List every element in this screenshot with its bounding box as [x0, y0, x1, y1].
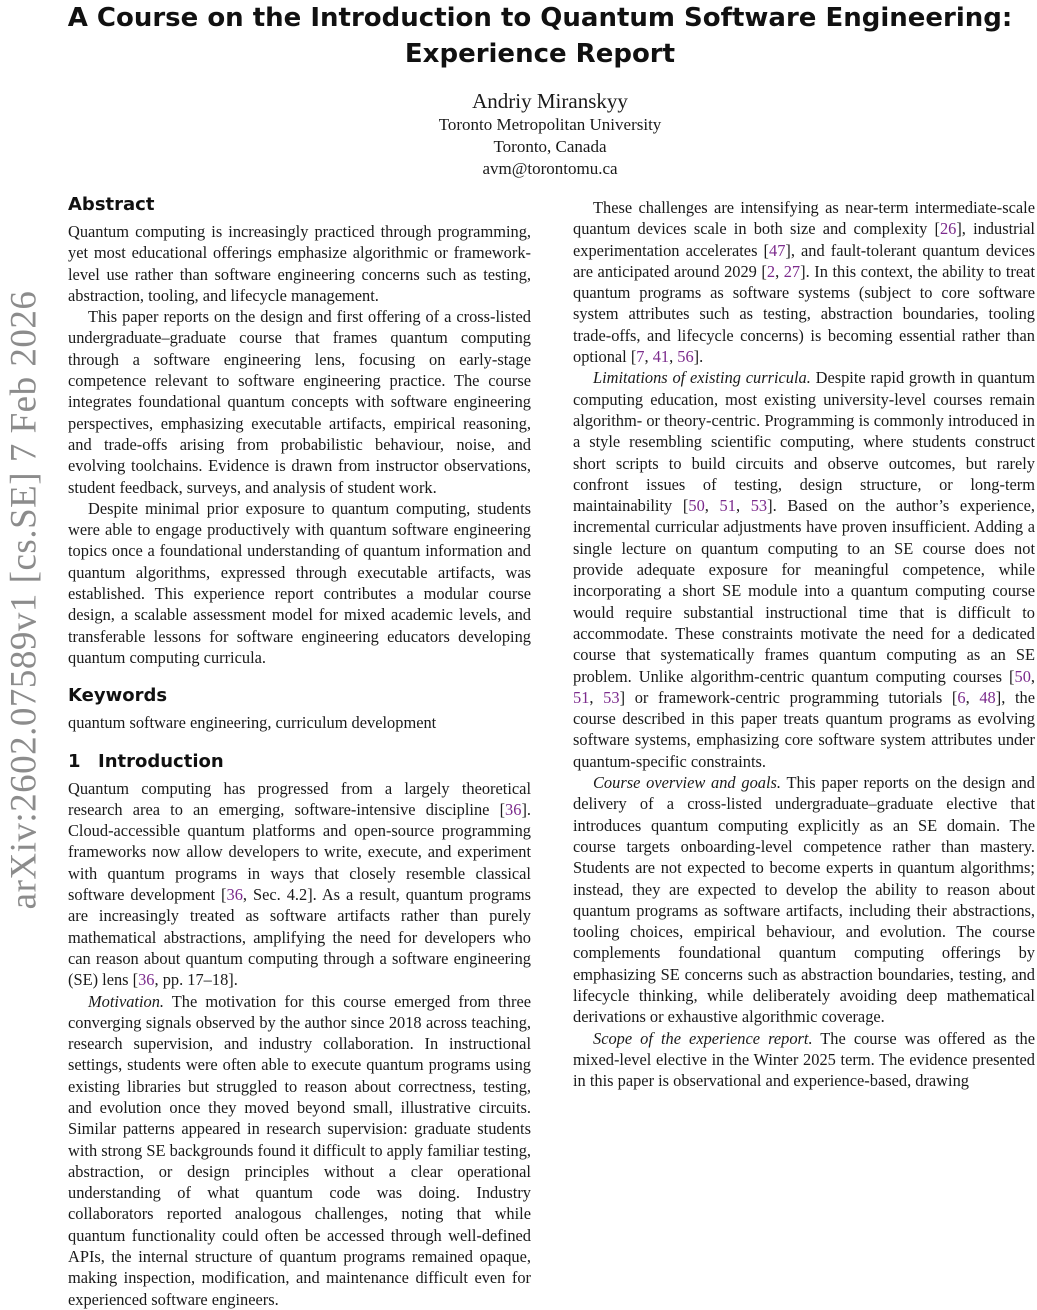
arxiv-identifier-stamp: [2, 280, 46, 920]
abstract-paragraph-1: Quantum computing is increasingly practiced through programming, yet most educational offerings emphasize algorithmic or framework-level use rather than software engineering concerns such as testing, abstraction, tooling, and lifecycle management.: [68, 222, 531, 305]
citation-link[interactable]: 56: [677, 347, 694, 367]
arxiv-id-text: arXiv:2602.07589v1 [cs.SE] 7 Feb 2026: [3, 290, 45, 910]
citation-link[interactable]: 6: [957, 687, 966, 707]
paper-title: A Course on the Introduction to Quantum Software Engineering: Experience Report: [67, 3, 1013, 69]
introduction-heading: [68, 750, 531, 774]
author-name: Andriy Miranskyy: [472, 89, 628, 113]
citation-link[interactable]: 50: [688, 496, 705, 516]
challenges-paragraph: These challenges are intensifying as near-term intermediate-scale quantum devices scale in both size and complexity [26], industrial experimentation accelerates [47], and fault-tolerant quantum devices are anticipated around 2029 [2, 27]. In this context, the ability to treat quantum programs as software systems (subject to core software system attributes such as testing, abstraction boundaries, tooling trade-offs, and lifecycle concerns) is becoming essential rather than optional [7, 41, 56].: [573, 198, 1035, 367]
abstract-heading: Abstract: [68, 194, 155, 215]
citation-link[interactable]: 36: [138, 970, 155, 990]
keywords-text: quantum software engineering, curriculum development: [68, 713, 437, 733]
citation-link[interactable]: 48: [979, 687, 996, 707]
paragraph-label: Motivation.: [88, 991, 165, 1011]
limitations-paragraph: Limitations of existing curricula. Despite rapid growth in quantum computing education, most existing university-level courses remain algorithm- or theory-centric. Programming is commonly introduced in a style resembling scientific computing, where students construct short scripts to build circuits and observe outcomes, but rarely confront issues of testing, design structure, or long-term maintainability [50, 51, 53]. Based on the author’s experience, incremental curricular adjustments have proven insufficient. Adding a single lecture on quantum computing to an SE course does not provide adequate exposure for meaningful competence, while incorporating a short SE module into a quantum computing course would require substantial instructional time that is difficult to accommodate. These constraints motivate the need for a dedicated course that systematically frames quantum computing as an SE problem. Unlike algorithm-centric quantum computing courses [50, 51, 53] or framework-centric programming tutorials [6, 48], the course described in this paper treats quantum programs as evolving software systems, emphasizing core software system attributes under quantum-specific constraints.: [573, 368, 1035, 771]
left-column: [68, 193, 531, 1310]
author-affiliation: Toronto Metropolitan University: [438, 115, 662, 134]
author-location: Toronto, Canada: [493, 137, 607, 156]
citation-link[interactable]: 47: [769, 240, 786, 260]
citation-link[interactable]: 51: [573, 687, 590, 707]
abstract-paragraph-2: This paper reports on the design and first offering of a cross-listed undergraduate–graduate course that frames quantum computing through a software engineering lens, focusing on early-stage competence relevant to software engineering practice. The course integrates foundational quantum concepts with software engineering perspectives, emphasizing executable artifacts, empirical reasoning, and trade-offs arising from probabilistic behaviour, noise, and evolving toolchains. Evidence is drawn from instructor observations, student feedback, surveys, and analysis of student work.: [68, 307, 531, 497]
right-column: [573, 197, 1035, 1091]
citation-link[interactable]: 26: [939, 219, 957, 239]
citation-link[interactable]: 36: [226, 885, 243, 905]
motivation-paragraph: Motivation. The motivation for this course emerged from three converging signals observed by the author since 2018 across teaching, research supervision, and industry collaboration. In instructional settings, students were often able to execute quantum programs using existing libraries but struggled to reason about correctness, testing, and evolution once they moved beyond small, illustrative circuits. Similar patterns appeared in research supervision: graduate students with strong SE backgrounds found it difficult to apply familiar testing, abstraction, or design principles without a clear operational understanding of what quantum code was doing. Industry collaborators reported analogous challenges, noting that while quantum functionality could often be accessed through well-defined APIs, the internal structure of quantum programs remained opaque, making inspection, modification, and maintenance difficult even for experienced software engineers.: [68, 991, 531, 1309]
citation-link[interactable]: 7: [636, 347, 645, 367]
section-number: 1: [68, 750, 81, 772]
keywords-heading: Keywords: [68, 685, 168, 707]
abstract-paragraph-3: Despite minimal prior exposure to quantum computing, students were able to engage productively with quantum software engineering topics once a foundational understanding of quantum information and quantum algorithms, expressed through executable artifacts, was established. This experience report contributes a modular course design, a scalable assessment model for mixed academic levels, and transferable lessons for software engineering educators developing quantum computing curricula.: [68, 498, 531, 667]
course-overview-paragraph: Course overview and goals. This paper reports on the design and delivery of a cross-listed undergraduate–graduate elective that introduces quantum computing explicitly as an SE domain. The course targets onboarding-level competence rather than mastery. Students are not expected to become experts in quantum algorithms; instead, they are expected to develop the ability to reason about quantum programs as software artifacts, including their abstractions, tooling choices, empirical behaviour, and evolution. The course complements foundational quantum computing offerings by emphasizing SE concerns such as abstraction boundaries, testing, and lifecycle thinking, while deliberately avoiding deep mathematical derivations or exhaustive algorithmic coverage.: [573, 773, 1035, 1027]
citation-link[interactable]: 41: [652, 347, 670, 367]
section-title: Introduction: [98, 750, 224, 772]
paragraph-label: Limitations of existing curricula.: [593, 368, 811, 388]
scope-paragraph: Scope of the experience report. The course was offered as the mixed-level elective in the Winter 2025 term. The evidence presented in this paper is observational and experience-based, drawing: [573, 1028, 1035, 1091]
citation-link[interactable]: 53: [750, 496, 768, 516]
citation-link[interactable]: 2: [766, 261, 776, 281]
intro-paragraph-1: Quantum computing has progressed from a largely theoretical research area to an emerging, software-intensive discipline [36]. Cloud-accessible quantum platforms and open-source programming frameworks now allow developers to write, execute, and experiment with quantum programs in ways that closely resemble classical software development [36, Sec. 4.2]. As a result, quantum programs are increasingly treated as software artifacts rather than purely mathematical abstractions, amplifying the need for developers who can reason about quantum computing through a software engineering (SE) lens [36, pp. 17–18].: [68, 778, 531, 990]
citation-link[interactable]: 27: [783, 261, 801, 281]
author-email: avm@torontomu.ca: [482, 159, 618, 178]
author-block: [290, 88, 810, 180]
citation-link[interactable]: 36: [505, 799, 522, 819]
citation-link[interactable]: 50: [1014, 666, 1031, 686]
citation-link[interactable]: 51: [719, 496, 736, 516]
paragraph-label: Course overview and goals.: [593, 773, 782, 793]
paragraph-label: Scope of the experience report.: [593, 1028, 813, 1048]
citation-link[interactable]: 53: [603, 687, 620, 707]
